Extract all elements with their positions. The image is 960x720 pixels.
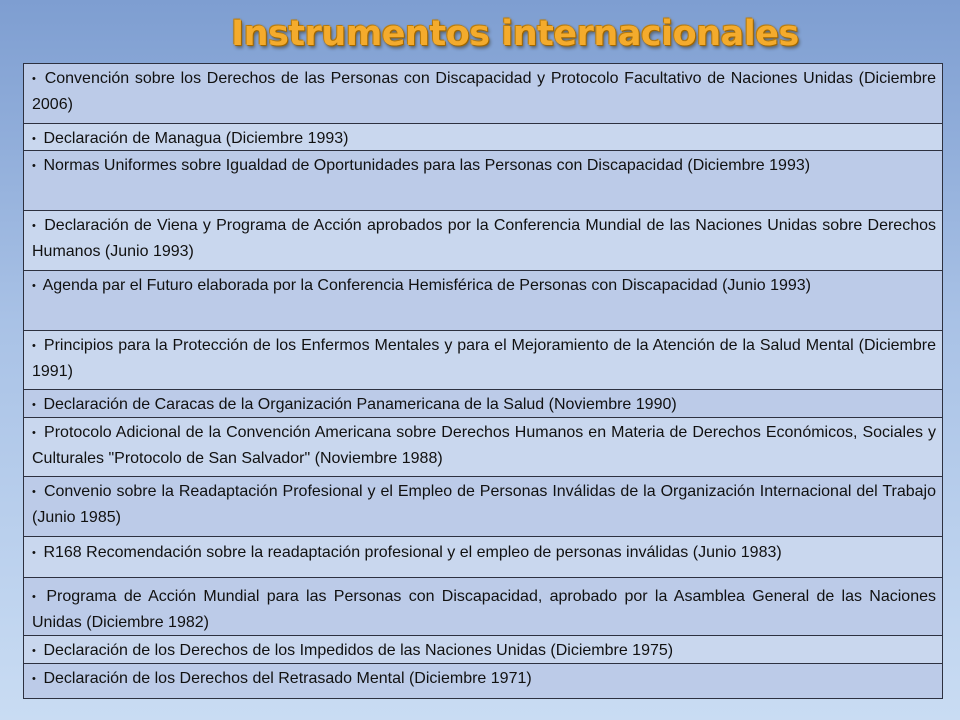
row-text: Programa de Acción Mundial para las Personas con Discapacidad, aprobado por la Asamblea General de las Naciones Unidas (Diciembre 1982) [32, 587, 937, 631]
table-row [24, 124, 942, 151]
bullet-icon: • [32, 645, 36, 658]
table-row [24, 578, 942, 636]
table-row [24, 418, 942, 478]
table-row [24, 64, 942, 124]
table-row [24, 537, 942, 578]
table-row [24, 211, 942, 271]
bullet-icon: • [32, 590, 36, 603]
bullet-icon: • [32, 219, 36, 232]
bullet-icon: • [32, 547, 36, 560]
row-text: Agenda par el Futuro elaborada por la Conferencia Hemisférica de Personas con Discapacidad (Junio 1993) [42, 276, 812, 294]
bullet-icon: • [32, 486, 36, 499]
row-text: Convenio sobre la Readaptación Profesional y el Empleo de Personas Inválidas de la Organización Internacional del Trabajo (Junio 1985) [32, 483, 937, 527]
row-text: Normas Uniformes sobre Igualdad de Oportunidades para las Personas con Discapacidad (Diciembre 1993) [43, 157, 811, 174]
bullet-icon: • [32, 160, 36, 172]
row-text: Declaración de Viena y Programa de Acción aprobados por la Conferencia Mundial de las Naciones Unidas sobre Derechos Humanos (Junio 1993) [32, 216, 936, 260]
row-text: Convención sobre los Derechos de las Personas con Discapacidad y Protocolo Facultativo de Naciones Unidas (Diciembre 2006) [32, 70, 936, 113]
instruments-table [23, 63, 943, 699]
row-text: Declaración de los Derechos de los Impedidos de las Naciones Unidas (Diciembre 1975) [43, 642, 674, 660]
row-text: R168 Recomendación sobre la readaptación profesional y el empleo de personas inválidas (Junio 1983) [43, 544, 782, 562]
page-title: Instrumentos internacionales [231, 14, 799, 54]
bullet-icon: • [32, 673, 36, 686]
row-text: Protocolo Adicional de la Convención Americana sobre Derechos Humanos en Materia de Derechos Económicos, Sociales y Culturales "Protocolo de San Salvador" (Noviembre 1988) [32, 423, 936, 467]
table-row [24, 151, 942, 211]
row-text: Principios para la Protección de los Enfermos Mentales y para el Mejoramiento de la Atención de la Salud Mental (Diciembre 1991) [32, 336, 936, 380]
bullet-icon: • [32, 73, 36, 85]
bullet-icon: • [32, 426, 36, 439]
table-row [24, 271, 942, 331]
row-text: Declaración de Caracas de la Organización Panamericana de la Salud (Noviembre 1990) [43, 396, 677, 414]
bullet-icon: • [32, 132, 36, 145]
table-row [24, 477, 942, 537]
row-text: Declaración de Managua (Diciembre 1993) [43, 129, 349, 147]
bullet-icon: • [32, 399, 36, 412]
row-text: Declaración de los Derechos del Retrasado Mental (Diciembre 1971) [43, 670, 532, 688]
table-row [24, 331, 942, 391]
bullet-icon: • [32, 339, 36, 352]
table-row [24, 390, 942, 417]
table-row [24, 636, 942, 664]
bullet-icon: • [32, 279, 36, 292]
table-row [24, 664, 942, 698]
